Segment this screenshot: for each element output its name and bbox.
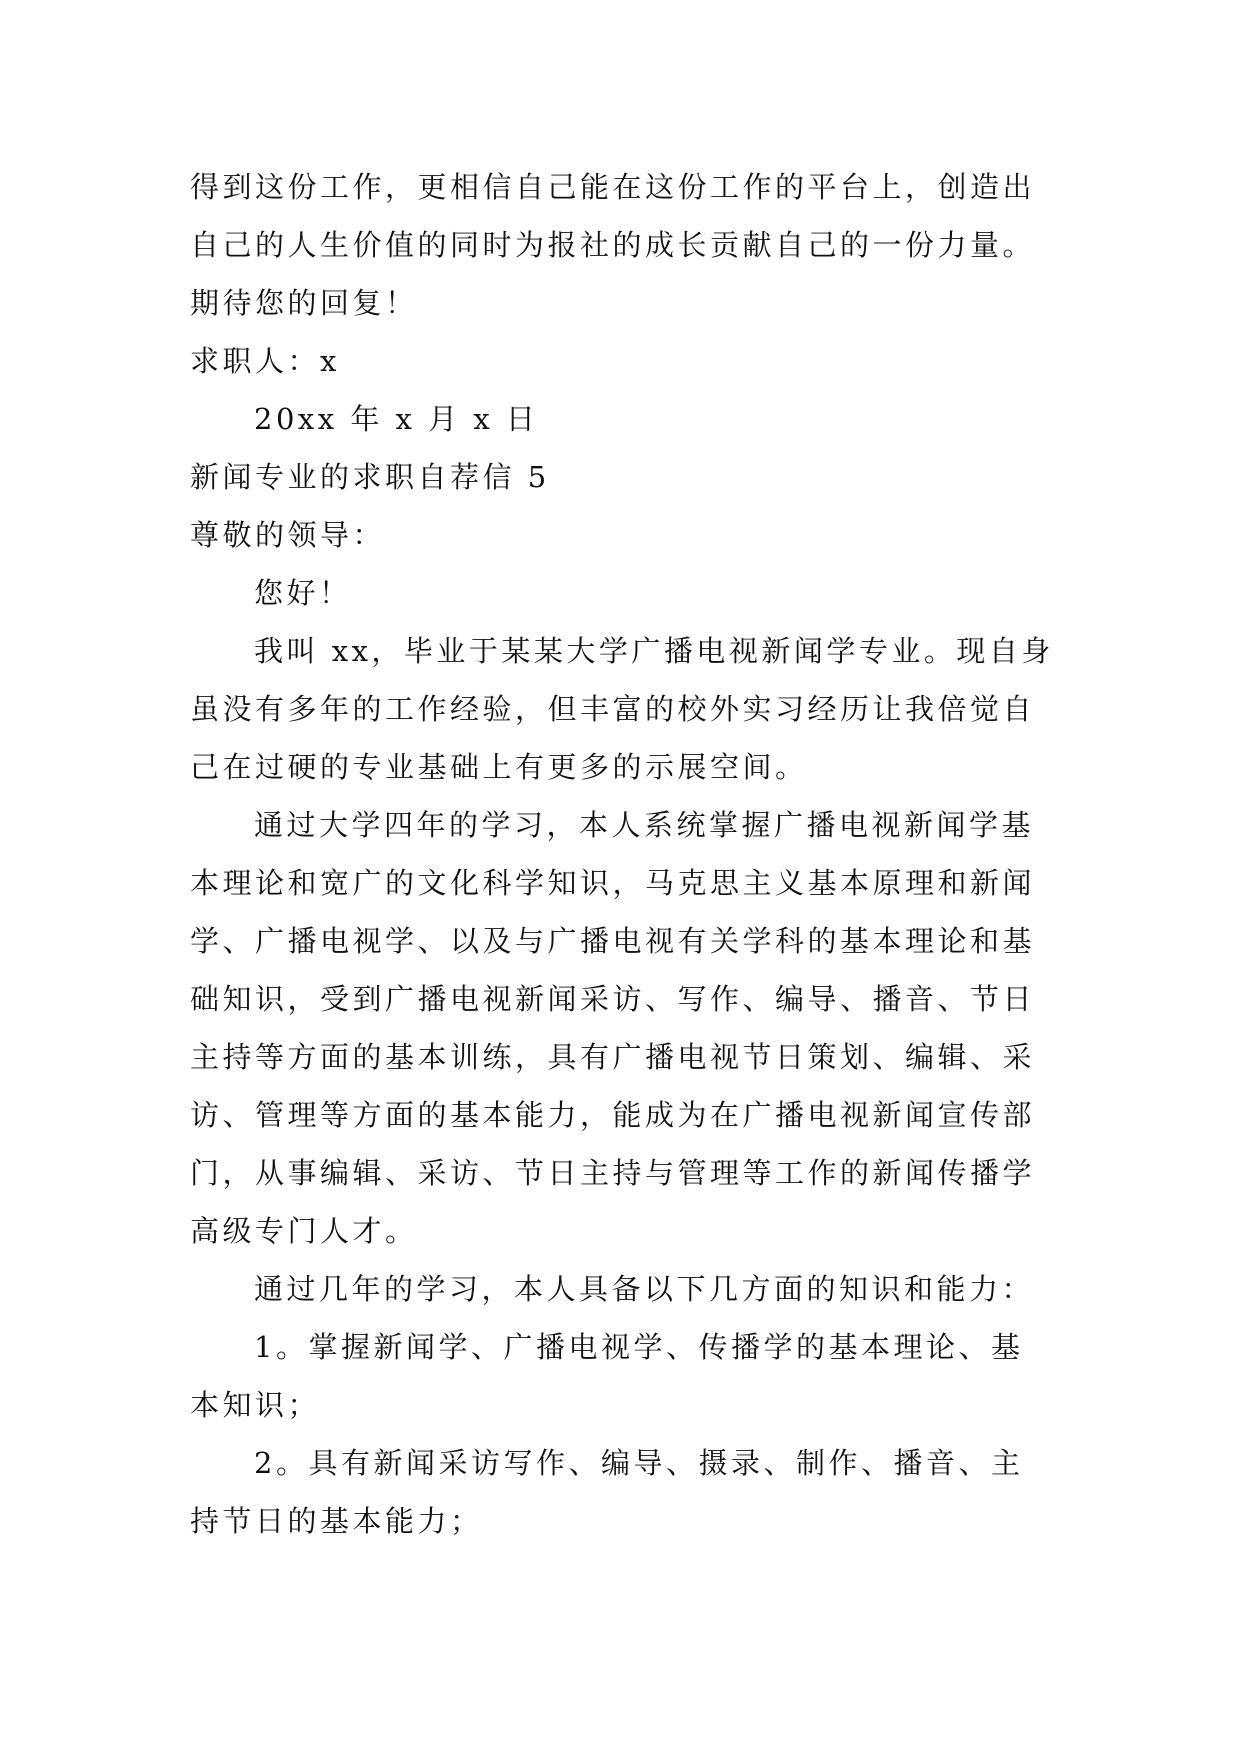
letter-title: 新闻专业的求职自荐信 5 xyxy=(190,460,550,494)
closing-line-3: 期待您的回复！ xyxy=(190,286,418,320)
applicant-signature: 求职人：x xyxy=(190,344,340,378)
signature-date: 20xx 年 x 月 x 日 xyxy=(254,402,539,436)
list-item-1-line: 本知识； xyxy=(190,1388,321,1422)
paragraph-2-line: 本理论和宽广的文化科学知识，马克思主义基本原理和新闻 xyxy=(190,866,1036,900)
closing-line-2: 自己的人生价值的同时为报社的成长贡献自己的一份力量。 xyxy=(190,228,1036,262)
list-item-2-line: 持节日的基本能力； xyxy=(190,1504,483,1538)
paragraph-1-line: 虽没有多年的工作经验，但丰富的校外实习经历让我倍觉自 xyxy=(190,692,1036,726)
paragraph-2-line: 主持等方面的基本训练，具有广播电视节日策划、编辑、采 xyxy=(190,1040,1036,1074)
closing-line-1: 得到这份工作，更相信自己能在这份工作的平台上，创造出 xyxy=(190,170,1036,204)
paragraph-2-line: 学、广播电视学、以及与广播电视有关学科的基本理论和基 xyxy=(190,924,1036,958)
paragraph-2-line: 高级专门人才。 xyxy=(190,1214,418,1248)
paragraph-1-line: 我叫 xx，毕业于某某大学广播电视新闻学专业。现自身 xyxy=(254,634,1054,668)
paragraph-2-line: 通过大学四年的学习，本人系统掌握广播电视新闻学基 xyxy=(254,808,1035,842)
paragraph-2-line: 访、管理等方面的基本能力，能成为在广播电视新闻宣传部 xyxy=(190,1098,1036,1132)
salutation: 尊敬的领导： xyxy=(190,518,386,552)
greeting: 您好！ xyxy=(254,576,352,610)
document-body xyxy=(190,158,1070,1550)
list-item-2-line: 2。具有新闻采访写作、编导、摄录、制作、播音、主 xyxy=(254,1446,1024,1480)
paragraph-3: 通过几年的学习，本人具备以下几方面的知识和能力： xyxy=(254,1272,1035,1306)
paragraph-2-line: 门，从事编辑、采访、节日主持与管理等工作的新闻传播学 xyxy=(190,1156,1036,1190)
paragraph-1-line: 己在过硬的专业基础上有更多的示展空间。 xyxy=(190,750,808,784)
list-item-1-line: 1。掌握新闻学、广播电视学、传播学的基本理论、基 xyxy=(254,1330,1024,1364)
paragraph-2-line: 础知识，受到广播电视新闻采访、写作、编导、播音、节日 xyxy=(190,982,1036,1016)
